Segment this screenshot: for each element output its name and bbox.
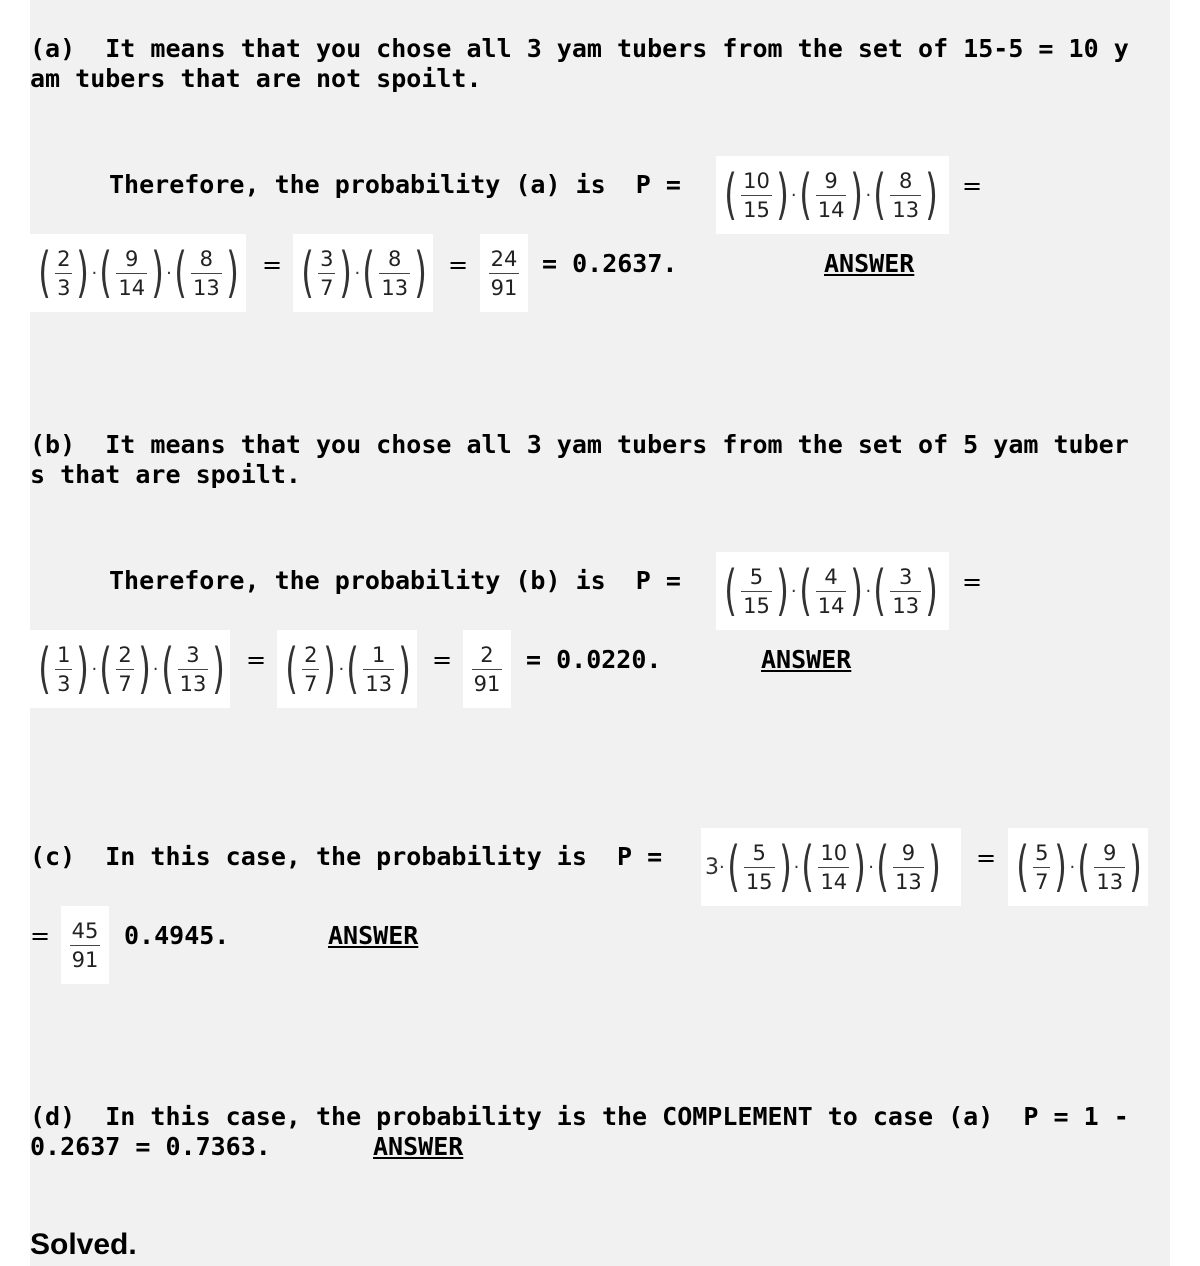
fraction-numerator: 4 [824, 564, 838, 589]
fraction-denominator: 7 [304, 671, 318, 696]
left-paren: ( [285, 637, 298, 700]
fraction-numerator: 5 [1035, 840, 1049, 865]
fraction-denominator: 13 [192, 275, 220, 300]
fraction-bar [818, 867, 849, 868]
left-paren: ( [362, 241, 376, 304]
part-c-result: 0.4945. [124, 921, 230, 950]
fraction-numerator: 8 [199, 246, 214, 271]
left-paren: ( [174, 241, 187, 304]
equals-sign: = [30, 922, 51, 950]
fraction [816, 169, 847, 222]
fraction-bar [890, 195, 921, 196]
part-a-line-2: am tubers that are not spoilt. [30, 64, 482, 93]
fraction [178, 643, 209, 696]
right-paren: ) [151, 241, 164, 304]
fraction-numerator: 10 [820, 840, 848, 865]
fraction-denominator: 13 [381, 275, 409, 300]
left-paren: ( [160, 637, 174, 700]
fraction [472, 643, 503, 696]
multiply-dot: · [1069, 856, 1076, 878]
right-paren: ) [928, 835, 941, 898]
fraction-denominator: 14 [817, 197, 845, 222]
fraction-denominator: 91 [71, 947, 99, 972]
fraction [741, 565, 772, 618]
fraction-bar [472, 669, 503, 670]
left-paren: ( [99, 241, 113, 304]
multiply-dot: · [354, 262, 361, 284]
fraction-numerator: 24 [490, 246, 518, 271]
part-a-expression-2 [30, 234, 246, 312]
left-paren: ( [346, 637, 360, 700]
fraction-bar [318, 273, 335, 274]
part-d-answer-label: ANSWER [373, 1132, 464, 1161]
right-paren: ) [339, 241, 353, 304]
equals-sign: = [246, 646, 267, 674]
fraction [489, 247, 520, 300]
right-paren: ) [212, 637, 226, 700]
left-paren: ( [1077, 835, 1091, 898]
fraction-bar [70, 945, 101, 946]
fraction [1033, 841, 1050, 894]
solution-page [30, 0, 1170, 1266]
fraction-denominator: 13 [365, 671, 393, 696]
left-paren: ( [724, 559, 737, 622]
left-paren: ( [38, 241, 51, 304]
right-paren: ) [853, 835, 867, 898]
part-b-answer-label: ANSWER [761, 645, 852, 674]
fraction-bar [1094, 867, 1125, 868]
fraction-numerator: 9 [824, 168, 838, 193]
fraction-bar [741, 591, 772, 592]
equals-sign: = [432, 646, 453, 674]
part-a-line-1: (a) It means that you chose all 3 yam tubers from the set of 15-5 = 10 y [30, 34, 1129, 63]
fraction-numerator: 3 [186, 642, 200, 667]
fraction-denominator: 13 [895, 869, 922, 894]
fraction-numerator: 1 [57, 642, 71, 667]
fraction-bar [363, 669, 394, 670]
fraction [1094, 841, 1125, 894]
left-paren: ( [38, 637, 51, 700]
fraction-numerator: 2 [118, 642, 132, 667]
fraction-denominator: 7 [118, 671, 132, 696]
right-paren: ) [225, 241, 239, 304]
fraction-denominator: 13 [892, 593, 920, 618]
part-c-line-1: (c) In this case, the probability is P = [30, 842, 663, 871]
part-a-expression-1 [716, 156, 949, 234]
part-b-line-1: (b) It means that you chose all 3 yam tubers from the set of 5 yam tuber [30, 430, 1129, 459]
fraction [302, 643, 319, 696]
part-b-therefore: Therefore, the probability (b) is P = [109, 566, 681, 595]
coefficient: 3 [705, 854, 719, 880]
right-paren: ) [137, 637, 151, 700]
multiply-dot: · [719, 856, 725, 878]
fraction-denominator: 7 [320, 275, 334, 300]
fraction-numerator: 5 [752, 840, 766, 865]
part-a-result: = 0.2637. [542, 249, 678, 278]
left-paren: ( [1016, 835, 1029, 898]
fraction [890, 169, 921, 222]
right-paren: ) [76, 637, 90, 700]
multiply-dot: · [790, 184, 797, 206]
fraction [893, 841, 924, 894]
part-c-final-fraction [61, 906, 109, 984]
part-b-expression-3 [277, 630, 417, 708]
right-paren: ) [778, 835, 792, 898]
right-paren: ) [776, 559, 789, 622]
left-paren: ( [798, 163, 812, 226]
fraction-denominator: 13 [892, 197, 920, 222]
fraction-denominator: 13 [1096, 869, 1124, 894]
fraction-denominator: 3 [57, 275, 71, 300]
equals-sign: = [976, 844, 997, 872]
fraction-numerator: 8 [388, 246, 402, 271]
fraction-denominator: 15 [743, 593, 770, 618]
multiply-dot: · [865, 184, 872, 206]
part-b-expression-1 [716, 552, 949, 630]
fraction-numerator: 2 [304, 642, 318, 667]
fraction-bar [191, 273, 222, 274]
right-paren: ) [850, 163, 864, 226]
fraction-numerator: 2 [480, 642, 494, 667]
fraction [741, 169, 772, 222]
left-paren: ( [801, 835, 815, 898]
multiply-dot: · [166, 262, 172, 284]
fraction [744, 841, 775, 894]
solved-label: Solved. [30, 1228, 137, 1261]
right-paren: ) [414, 241, 427, 304]
right-paren: ) [850, 559, 864, 622]
part-b-result: = 0.0220. [526, 645, 662, 674]
fraction [55, 247, 72, 300]
fraction-denominator: 13 [179, 671, 207, 696]
multiply-dot: · [91, 658, 98, 680]
fraction-denominator: 7 [1035, 869, 1049, 894]
fraction [318, 247, 335, 300]
fraction-numerator: 3 [320, 246, 334, 271]
fraction-numerator: 5 [749, 564, 764, 589]
right-paren: ) [76, 241, 90, 304]
fraction-bar [178, 669, 209, 670]
part-a-therefore: Therefore, the probability (a) is P = [109, 170, 681, 199]
fraction-bar [379, 273, 410, 274]
multiply-dot: · [868, 856, 874, 878]
fraction-bar [744, 867, 775, 868]
multiply-dot: · [865, 580, 872, 602]
fraction-numerator: 3 [899, 564, 913, 589]
fraction-numerator: 10 [743, 168, 770, 193]
part-a-answer-label: ANSWER [824, 249, 915, 278]
fraction [379, 247, 410, 300]
fraction-numerator: 8 [899, 168, 913, 193]
fraction [816, 565, 847, 618]
fraction-bar [1033, 867, 1050, 868]
fraction [55, 643, 72, 696]
fraction [70, 919, 101, 972]
right-paren: ) [1054, 835, 1068, 898]
fraction-denominator: 15 [745, 869, 773, 894]
fraction-denominator: 14 [820, 869, 848, 894]
part-b-expression-2 [30, 630, 230, 708]
fraction [890, 565, 921, 618]
left-paren: ( [726, 835, 740, 898]
fraction-numerator: 9 [1103, 840, 1117, 865]
part-a-expression-3 [293, 234, 433, 312]
multiply-dot: · [338, 658, 345, 680]
right-paren: ) [925, 163, 938, 226]
part-b-line-2: s that are spoilt. [30, 460, 301, 489]
equals-sign: = [962, 172, 983, 200]
right-paren: ) [776, 163, 789, 226]
fraction [191, 247, 222, 300]
fraction-bar [55, 273, 72, 274]
fraction-numerator: 45 [71, 918, 99, 943]
part-d-line-1: (d) In this case, the probability is the COMPLEMENT to case (a) P = 1 - [30, 1102, 1129, 1131]
right-paren: ) [398, 637, 411, 700]
left-paren: ( [873, 559, 887, 622]
fraction [116, 247, 147, 300]
fraction [116, 643, 133, 696]
fraction-denominator: 14 [118, 275, 146, 300]
fraction-denominator: 91 [490, 275, 518, 300]
fraction-bar [489, 273, 520, 274]
left-paren: ( [301, 241, 314, 304]
multiply-dot: · [790, 580, 797, 602]
left-paren: ( [798, 559, 812, 622]
multiply-dot: · [152, 658, 159, 680]
left-paren: ( [876, 835, 889, 898]
fraction-denominator: 15 [743, 197, 770, 222]
fraction-numerator: 2 [57, 246, 71, 271]
part-c-expression-2 [1008, 828, 1148, 906]
equals-sign: = [448, 251, 469, 279]
fraction-bar [116, 669, 133, 670]
fraction-numerator: 9 [125, 246, 139, 271]
equals-sign: = [262, 251, 283, 279]
fraction-bar [890, 591, 921, 592]
part-d-line-2: 0.2637 = 0.7363. [30, 1132, 271, 1161]
fraction [818, 841, 849, 894]
fraction-bar [55, 669, 72, 670]
multiply-dot: · [793, 856, 800, 878]
fraction-bar [116, 273, 147, 274]
right-paren: ) [1129, 835, 1142, 898]
fraction-numerator: 1 [372, 642, 386, 667]
part-c-expression-1 [701, 828, 961, 906]
left-paren: ( [99, 637, 113, 700]
equals-sign: = [962, 568, 983, 596]
fraction-bar [816, 591, 847, 592]
left-paren: ( [724, 163, 737, 226]
fraction-numerator: 9 [901, 840, 916, 865]
fraction-bar [741, 195, 772, 196]
fraction-bar [816, 195, 847, 196]
fraction [363, 643, 394, 696]
part-c-answer-label: ANSWER [328, 921, 419, 950]
fraction-denominator: 3 [57, 671, 71, 696]
right-paren: ) [323, 637, 337, 700]
right-paren: ) [925, 559, 938, 622]
fraction-bar [893, 867, 924, 868]
fraction-denominator: 91 [473, 671, 501, 696]
fraction-denominator: 14 [817, 593, 845, 618]
part-b-final-fraction [463, 630, 511, 708]
left-paren: ( [873, 163, 887, 226]
part-a-final-fraction [480, 234, 528, 312]
fraction-bar [302, 669, 319, 670]
multiply-dot: · [91, 262, 98, 284]
